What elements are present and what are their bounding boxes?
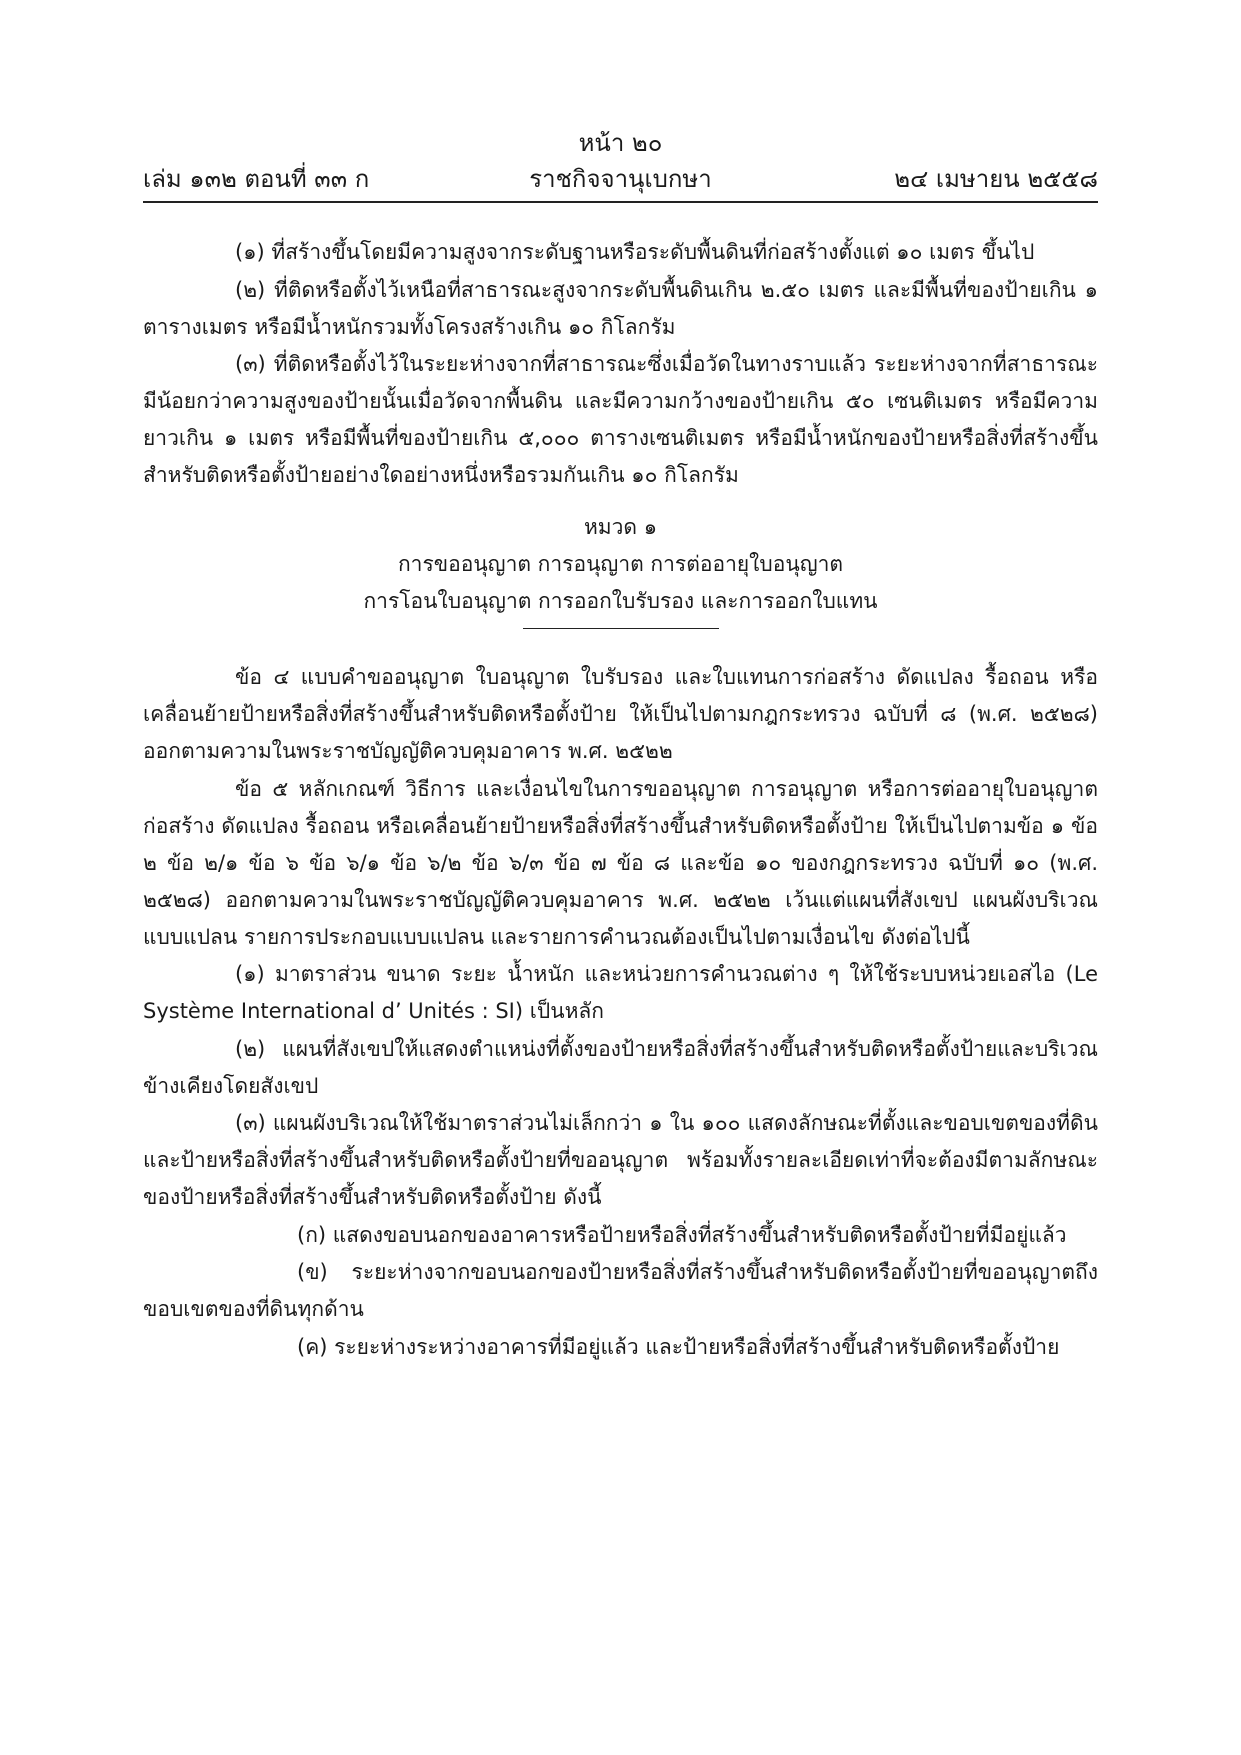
clause-5-item-1: (๑) มาตราส่วน ขนาด ระยะ น้ำหนัก และหน่วยการคำนวณต่าง ๆ ให้ใช้ระบบหน่วยเอสไอ (Le Système International d’ Unités : SI) เป็นหลัก xyxy=(143,962,1098,1023)
clause-5: ข้อ ๕ หลักเกณฑ์ วิธีการ และเงื่อนไขในการขออนุญาต การอนุญาต หรือการต่ออายุใบอนุญาตก่อสร้าง ดัดแปลง รื้อถอน หรือเคลื่อนย้ายป้ายหรือสิ่งที่สร้างขึ้นสำหรับติดหรือตั้งป้าย ให้เป็นไปตามข้อ ๑ ข้อ ๒ ข้อ ๒/๑ ข้อ ๖ ข้อ ๖/๑ ข้อ ๖/๒ ข้อ ๖/๓ ข้อ ๗ ข้อ ๘ และข้อ ๑๐ ของกฎกระทรวง ฉบับที่ ๑๐ (พ.ศ. ๒๕๒๘) ออกตามความในพระราชบัญญัติควบคุมอาคาร พ.ศ. ๒๕๒๒ เว้นแต่แผนที่สังเขป แผนผังบริเวณ แบบแปลน รายการประกอบแบบแปลน และรายการคำนวณต้องเป็นไปตามเงื่อนไข ดังต่อไปนี้ xyxy=(143,776,1098,949)
sub-item-kho: (ข) ระยะห่างจากขอบนอกของป้ายหรือสิ่งที่สร้างขึ้นสำหรับติดหรือตั้งป้ายที่ขออนุญาตถึงขอบเขตของที่ดินทุกด้าน xyxy=(143,1260,1098,1321)
clause-5-item-3: (๓) แผนผังบริเวณให้ใช้มาตราส่วนไม่เล็กกว่า ๑ ใน ๑๐๐ แสดงลักษณะที่ตั้งและขอบเขตของที่ดิน และป้ายหรือสิ่งที่สร้างขึ้นสำหรับติดหรือตั้งป้ายที่ขออนุญาต พร้อมทั้งรายละเอียดเท่าที่จะต้องมีตามลักษณะของป้ายหรือสิ่งที่สร้างขึ้นสำหรับติดหรือตั้งป้าย ดังนี้ xyxy=(143,1111,1098,1209)
clause-5-item-2: (๒) แผนที่สังเขปให้แสดงตำแหน่งที่ตั้งของป้ายหรือสิ่งที่สร้างขึ้นสำหรับติดหรือตั้งป้ายและบริเวณข้างเคียงโดยสังเขป xyxy=(143,1036,1098,1098)
chapter-divider xyxy=(523,628,719,629)
chapter-title-line-2: การโอนใบอนุญาต การออกใบรับรอง และการออกใบแทน xyxy=(363,589,878,613)
header-divider xyxy=(143,201,1098,203)
chapter-title-line-1: การขออนุญาต การอนุญาต การต่ออายุใบอนุญาต xyxy=(397,552,844,576)
page-number: หน้า ๒๐ xyxy=(578,129,663,157)
paragraph-item-1: (๑) ที่สร้างขึ้นโดยมีความสูงจากระดับฐานหรือระดับพื้นดินที่ก่อสร้างตั้งแต่ ๑๐ เมตร ขึ้นไป xyxy=(235,240,1035,264)
chapter-number: หมวด ๑ xyxy=(583,515,658,539)
gazette-title: ราชกิจจานุเบกษา xyxy=(529,165,712,193)
clause-4: ข้อ ๔ แบบคำขออนุญาต ใบอนุญาต ใบรับรอง และใบแทนการก่อสร้าง ดัดแปลง รื้อถอน หรือเคลื่อนย้ายป้ายหรือสิ่งที่สร้างขึ้นสำหรับติดหรือตั้งป้าย ให้เป็นไปตามกฎกระทรวง ฉบับที่ ๘ (พ.ศ. ๒๕๒๘) ออกตามความในพระราชบัญญัติควบคุมอาคาร พ.ศ. ๒๕๒๒ xyxy=(143,665,1098,763)
sub-item-kho-khwai: (ค) ระยะห่างระหว่างอาคารที่มีอยู่แล้ว และป้ายหรือสิ่งที่สร้างขึ้นสำหรับติดหรือตั้งป้าย xyxy=(297,1334,1060,1359)
sub-item-ko: (ก) แสดงขอบนอกของอาคารหรือป้ายหรือสิ่งที่สร้างขึ้นสำหรับติดหรือตั้งป้ายที่มีอยู่แล้ว xyxy=(297,1222,1067,1247)
paragraph-item-2: (๒) ที่ติดหรือตั้งไว้เหนือที่สาธารณะสูงจากระดับพื้นดินเกิน ๒.๕๐ เมตร และมีพื้นที่ของป้ายเกิน ๑ ตารางเมตร หรือมีน้ำหนักรวมทั้งโครงสร้างเกิน ๑๐ กิโลกรัม xyxy=(143,277,1098,339)
gazette-header xyxy=(143,163,1098,195)
volume-issue: เล่ม ๑๓๒ ตอนที่ ๓๓ ก xyxy=(143,165,370,193)
publication-date: ๒๔ เมษายน ๒๕๕๘ xyxy=(894,165,1098,193)
document-body xyxy=(143,234,1098,1366)
paragraph-item-3: (๓) ที่ติดหรือตั้งไว้ในระยะห่างจากที่สาธารณะซึ่งเมื่อวัดในทางราบแล้ว ระยะห่างจากที่สาธารณะมีน้อยกว่าความสูงของป้ายนั้นเมื่อวัดจากพื้นดิน และมีความกว้างของป้ายเกิน ๕๐ เซนติเมตร หรือมีความยาวเกิน ๑ เมตร หรือมีพื้นที่ของป้ายเกิน ๕,๐๐๐ ตารางเซนติเมตร หรือมีน้ำหนักของป้ายหรือสิ่งที่สร้างขึ้นสำหรับติดหรือตั้งป้ายอย่างใดอย่างหนึ่งหรือรวมกันเกิน ๑๐ กิโลกรัม xyxy=(143,352,1098,487)
